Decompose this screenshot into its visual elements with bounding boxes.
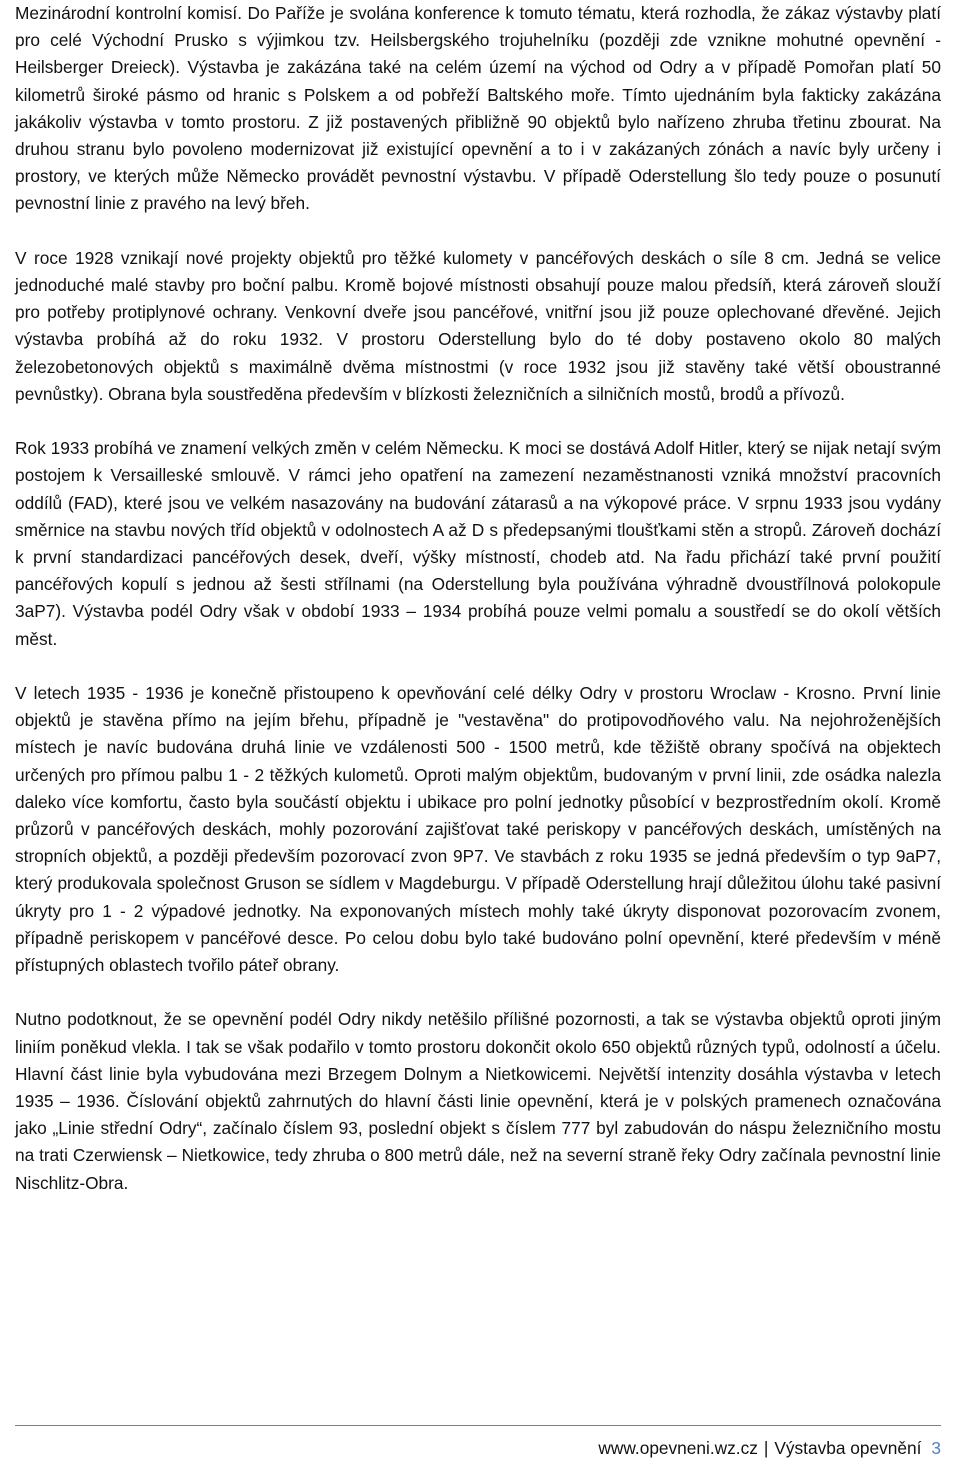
footer-site: www.opevneni.wz.cz — [598, 1438, 758, 1458]
footer-divider — [15, 1425, 941, 1426]
paragraph-5: Nutno podotknout, že se opevnění podél Odry nikdy netěšilo přílišné pozornosti, a tak se výstavba objektů oproti jiným liniím poněkud vlekla. I tak se však podařilo v tomto prostoru dokončit okolo 650 objektů různých typů, odolností a účelu. Hlavní část linie byla vybudována mezi Brzegem Dolnym a Nietkowicemi. Největší intenzity dosáhla výstavba v letech 1935 – 1936. Číslování objektů zahrnutých do hlavní části linie opevnění, která je v polských pramenech označována jako „Linie střední Odry“, začínalo číslem 93, poslední objekt s číslem 777 byl zabudován do náspu železničního mostu na trati Czerwiensk – Nietkowice, tedy zhruba o 800 metrů dále, než na severní straně řeky Odry začínala pevnostní linie Nischlitz-Obra. — [15, 1009, 941, 1193]
page-number: 3 — [931, 1438, 941, 1458]
document-body — [15, 0, 941, 1224]
paragraph-1: Mezinárodní kontrolní komisí. Do Paříže je svolána konference k tomuto tématu, která rozhodla, že zákaz výstavby platí pro celé Východní Prusko s výjimkou tzv. Heilsbergského trojuhelníku (později zde vznikne mohutné opevnění - Heilsberger Dreieck). Výstavba je zakázána také na celém území na východ od Odry a v případě Pomořan platí 50 kilometrů široké pásmo od hranic s Polskem a od pobřeží Baltského moře. Tímto ujednáním byla fakticky zakázána jakákoliv výstavba v tomto prostoru. Z již postavených přibližně 90 objektů bylo nařízeno zhruba třetinu zbourat. Na druhou stranu bylo povoleno modernizovat již existující opevnění a to i v zakázaných zónách a navíc byly určeny i prostory, ve kterých může Německo provádět pevnostní výstavbu. V případě Oderstellung šlo tedy pouze o posunutí pevnostní linie z pravého na levý břeh. — [15, 3, 941, 214]
footer-separator: | — [763, 1438, 769, 1458]
paragraph-4: V letech 1935 - 1936 je konečně přistoupeno k opevňování celé délky Odry v prostoru Wroclaw - Krosno. První linie objektů je stavěna přímo na jejím břehu, případně je "vestavěna" do protipovodňového valu. Na nejohroženějších místech je navíc budována druhá linie ve vzdálenosti 500 - 1500 metrů, kde těžiště obrany spočívá na objektech určených pro přímou palbu 1 - 2 těžkých kulometů. Oproti malým objektům, budovaným v první linii, zde osádka nalezla daleko více komfortu, často byla součástí objektu i ubikace pro polní jednotky působící v bezprostředním okolí. Kromě průzorů v pancéřových deskách, mohly pozorování zajišťovat také periskopy v pancéřových deskách, umístěných na stropních objektů, a později především pozorovací zvon 9P7. Ve stavbách z roku 1935 se jedná především o typ 9aP7, který produkovala společnost Gruson se sídlem v Magdeburgu. V případě Oderstellung hrají důležitou úlohu také pasivní úkryty pro 1 - 2 výpadové jednotky. Na exponovaných místech mohly také úkryty disponovat pozorovacím zvonem, případně periskopem v pancéřové desce. Po celou dobu bylo také budováno polní opevnění, které především v méně přístupných oblastech tvořilo páteř obrany. — [15, 683, 941, 976]
footer-title: Výstavba opevnění — [774, 1438, 922, 1458]
page-footer — [598, 1436, 941, 1460]
paragraph-3: Rok 1933 probíhá ve znamení velkých změn v celém Německu. K moci se dostává Adolf Hitler, který se nijak netají svým postojem k Versailleské smlouvě. V rámci jeho opatření na zamezení nezaměstnanosti vzniká množství pracovních oddílů (FAD), které jsou ve velkém nasazovány na budování zátarasů a na výkopové práce. V srpnu 1933 jsou vydány směrnice na stavbu nových tříd objektů v odolnostech A až D s předepsanými tloušťkami stěn a stropů. Zároveň dochází k první standardizaci pancéřových desek, dveří, výšky místností, chodeb atd. Na řadu přichází také první použití pancéřových kopulí s jednou až šesti střílnami (na Oderstellung byla používána výhradně dvoustřílnová polokopule 3aP7). Výstavba podél Odry však v období 1933 – 1934 probíhá pouze velmi pomalu a soustředí se do okolí větších měst. — [15, 438, 941, 649]
paragraph-2: V roce 1928 vznikají nové projekty objektů pro těžké kulomety v pancéřových deskách o síle 8 cm. Jedná se velice jednoduché malé stavby pro boční palbu. Kromě bojové místnosti obsahují pouze malou předsíň, která zároveň slouží pro potřeby protiplynové ochrany. Venkovní dveře jsou pancéřové, vnitřní jsou již pouze oplechované dřevěné. Jejich výstavba probíhá až do roku 1932. V prostoru Oderstellung bylo do té doby postaveno okolo 80 malých železobetonových objektů s maximálně dvěma místnostmi (v roce 1932 jsou již stavěny také větší oboustranné pevnůstky). Obrana byla soustředěna především v blízkosti železničních a silničních mostů, brodů a přívozů. — [15, 247, 941, 404]
